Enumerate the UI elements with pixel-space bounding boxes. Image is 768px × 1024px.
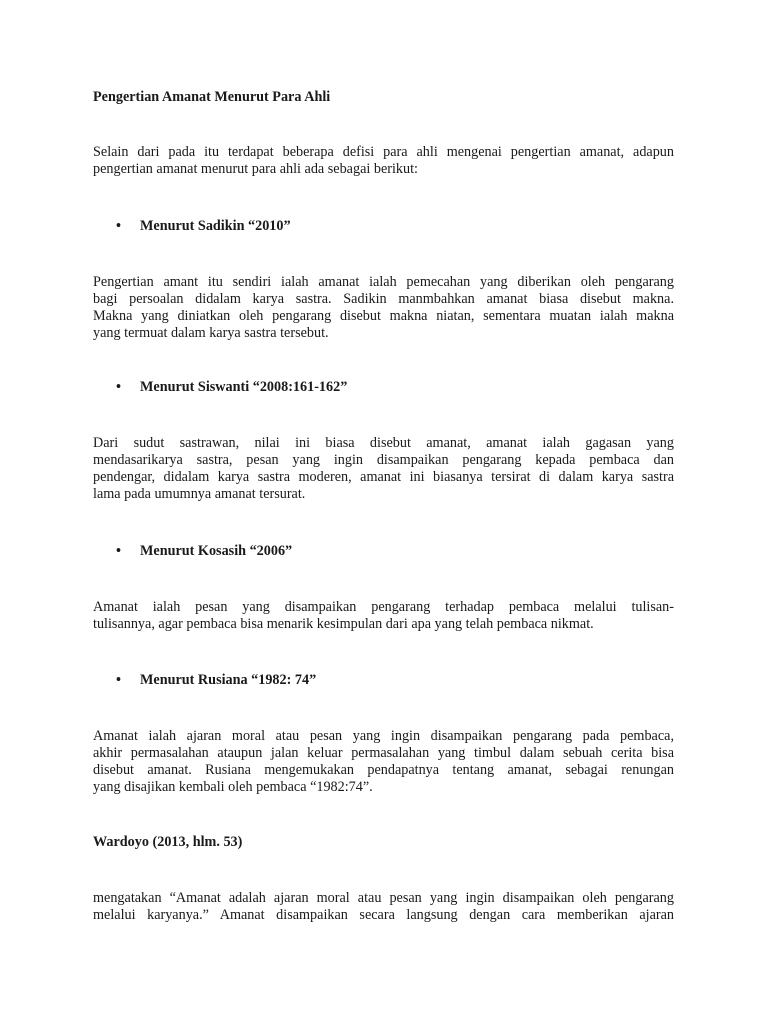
text-line: akhir permasalahan ataupun jalan keluar permasalahan yang timbul dalam sebuah cerita bisa [93, 745, 674, 761]
section-heading: Menurut Sadikin “2010” [140, 218, 291, 234]
section-paragraph [93, 599, 674, 633]
wardoyo-heading: Wardoyo (2013, hlm. 53) [93, 834, 243, 850]
text-line: yang termuat dalam karya sastra tersebut. [93, 325, 329, 341]
section-paragraph [93, 435, 674, 503]
text-line: Amanat ialah pesan yang disampaikan pengarang terhadap pembaca melalui tulisan- [93, 599, 674, 615]
text-line: yang disajikan kembali oleh pembaca “1982:74”. [93, 779, 373, 795]
section-heading: Menurut Rusiana “1982: 74” [140, 672, 317, 688]
intro-paragraph [93, 144, 674, 178]
text-line: disebut amanat. Rusiana mengemukakan pendapatnya tentang amanat, sebagai renungan [93, 762, 674, 778]
text-line: Amanat ialah ajaran moral atau pesan yang ingin disampaikan pengarang pada pembaca, [93, 728, 674, 744]
text-line: Makna yang diniatkan oleh pengarang disebut makna niatan, sementara muatan ialah makna [93, 308, 674, 324]
text-line: Selain dari pada itu terdapat beberapa defisi para ahli mengenai pengertian amanat, adapun [93, 144, 674, 160]
bullet-icon: • [116, 379, 121, 395]
text-line: Dari sudut sastrawan, nilai ini biasa disebut amanat, amanat ialah gagasan yang [93, 435, 674, 451]
wardoyo-paragraph [93, 890, 674, 924]
section-paragraph [93, 728, 674, 796]
text-line: tulisannya, agar pembaca bisa menarik kesimpulan dari apa yang telah pembaca nikmat. [93, 616, 594, 632]
text-line: bagi persoalan didalam karya sastra. Sadikin manmbahkan amanat biasa disebut makna. [93, 291, 674, 307]
text-line: melalui karyanya.” Amanat disampaikan secara langsung dengan cara memberikan ajaran [93, 907, 674, 923]
text-line: mendasarikarya sastra, pesan yang ingin disampaikan pengarang kepada pembaca dan [93, 452, 674, 468]
section-heading: Menurut Siswanti “2008:161-162” [140, 379, 348, 395]
bullet-icon: • [116, 543, 121, 559]
section-paragraph [93, 274, 674, 342]
text-line: Pengertian amant itu sendiri ialah amanat ialah pemecahan yang diberikan oleh pengarang [93, 274, 674, 290]
bullet-icon: • [116, 672, 121, 688]
document-title: Pengertian Amanat Menurut Para Ahli [93, 89, 331, 105]
text-line: pendengar, didalam karya sastra moderen, amanat ini biasanya tersirat di dalam karya sastra [93, 469, 674, 485]
text-line: mengatakan “Amanat adalah ajaran moral atau pesan yang ingin disampaikan oleh pengarang [93, 890, 674, 906]
section-heading: Menurut Kosasih “2006” [140, 543, 293, 559]
text-line: pengertian amanat menurut para ahli ada sebagai berikut: [93, 161, 418, 177]
text-line: lama pada umumnya amanat tersurat. [93, 486, 306, 502]
bullet-icon: • [116, 218, 121, 234]
